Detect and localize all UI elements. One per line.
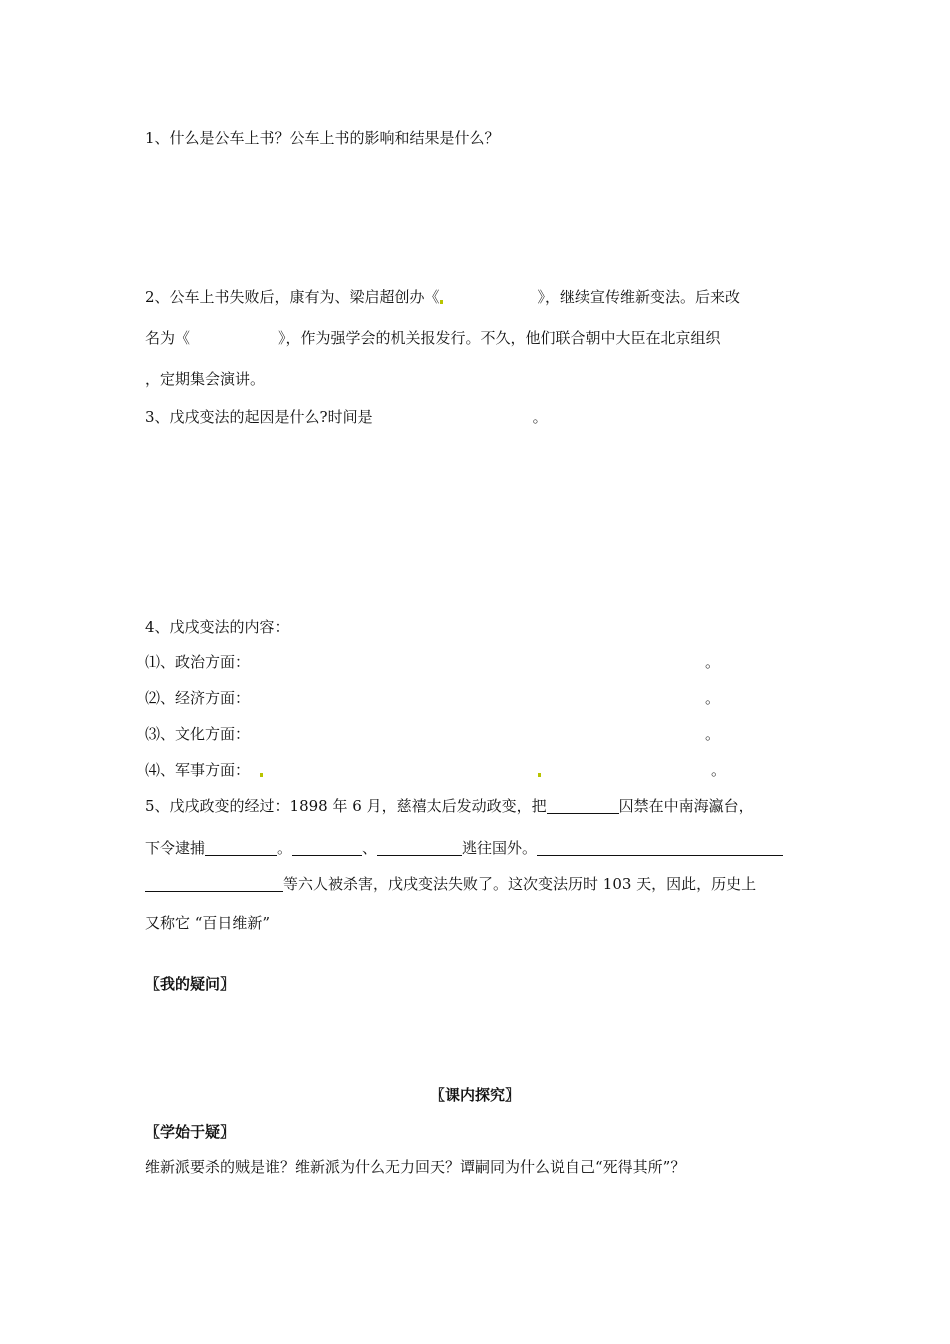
question-4-item-military: ⑷、军事方面： 。 (145, 761, 727, 779)
my-question-heading: 〖我的疑问〗 (145, 975, 236, 993)
question-5-line-3: 等六人被杀害，戊戌变法失败了。这次变法历时 103 天，因此，历史上 (145, 874, 756, 894)
question-5-line-1: 5、戊戌政变的经过：1898 年 6 月，慈禧太后发动政变，把 囚禁在中南海瀛台， (145, 797, 754, 815)
inquiry-heading: 〖课内探究〗 (429, 1086, 520, 1104)
doubt-text: 维新派要杀的贼是谁？维新派为什么无力回天？谭嗣同为什么说自己“死得其所”？ (145, 1158, 686, 1176)
question-1: 1、什么是公车上书？公车上书的影响和结果是什么？ (145, 129, 500, 147)
blank-six-gentlemen-1[interactable] (537, 839, 783, 856)
question-2-line-1: 2、公车上书失败后，康有为、梁启超创办《 》，继续宣传维新变法。后来改 (145, 288, 741, 306)
blank-fled-2[interactable] (377, 839, 462, 856)
blank-arrested[interactable] (205, 839, 277, 856)
question-2-line-2: 名为《 》，作为强学会的机关报发行。不久，他们联合朝中大臣在北京组织 (145, 329, 721, 347)
question-4-item-politics: ⑴、政治方面： 。 (145, 653, 721, 671)
question-5-line-2: 下令逮捕 。 、 逃往国外。 (145, 838, 783, 858)
mark-dot (440, 300, 443, 304)
blank-six-gentlemen-2[interactable] (145, 875, 283, 892)
question-4-item-economy: ⑵、经济方面： 。 (145, 689, 721, 707)
question-5-line-4: 又称它 “百日维新” (145, 914, 271, 932)
question-4-item-culture: ⑶、文化方面： 。 (145, 725, 721, 743)
mark-dot (538, 773, 541, 777)
question-4-title: 4、戊戌变法的内容： (145, 618, 290, 636)
blank-emperor[interactable] (547, 797, 619, 814)
question-3: 3、戊戌变法的起因是什么?时间是 。 (145, 408, 548, 426)
question-2-line-3: ，定期集会演讲。 (145, 370, 266, 388)
blank-fled-1[interactable] (292, 839, 362, 856)
mark-dot (260, 773, 263, 777)
learn-doubt-heading: 〖学始于疑〗 (145, 1123, 236, 1141)
